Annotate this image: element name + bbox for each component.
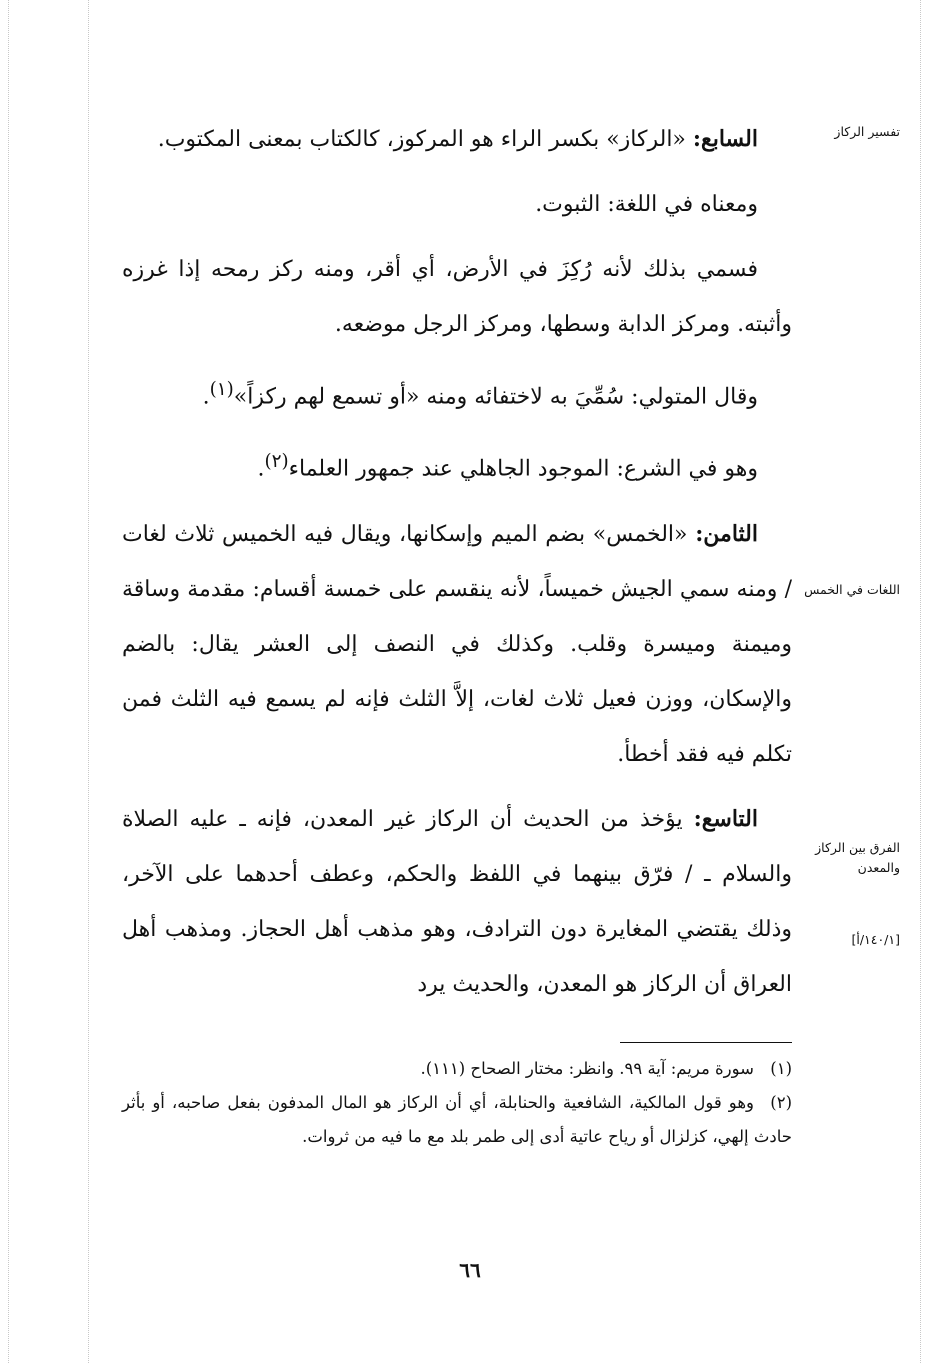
margin-note-manuscript-ref: [١٤٠/١/أ] <box>851 932 900 947</box>
footnote-2: (٢)وهو قول المالكية، الشافعية والحنابلة، أي أن الركاز هو المال المدفون بفعل صاحبه، أو بأثر حادث إلهي، كزلزال أو رياح عاتية أدى إلى طمر بلد مع ما فيه من ثروات. <box>122 1093 792 1146</box>
paragraph-linguistic-meaning: ومعناه في اللغة: الثبوت. <box>535 192 758 217</box>
paragraph-eighth: الثامن: «الخمس» بضم الميم وإسكانها، ويقال فيه الخميس ثلاث لغات / ومنه سمي الجيش خميساً، لأنه ينقسم على خمسة أقسام: مقدمة وساقة وميمنة وميسرة وقلب. وكذلك في النصف إلى العشر يقال: بالضم والإسكان، ووزن فعيل ثلاث لغات، إلاَّ الثلث فإنه لم يسمع فيه الثلث فمن تكلم فيه فقد أخطأ. <box>122 520 792 767</box>
paragraph-mutawalli: وقال المتولي: سُمِّيَ به لاختفائه ومنه «أو تسمع لهم ركزاً»$^{(١)}$. <box>202 379 758 410</box>
paragraph-ninth: التاسع: يؤخذ من الحديث أن الركاز غير المعدن، فإنه ـ عليه الصلاة والسلام ـ / فرّق بينهما في اللفظ والحكم، وعطف أحدهما على الآخر، وذلك يقتضي المغايرة دون الترادف، وهو مذهب أهل الحجاز. ومذهب أهل العراق أن الركاز هو المعدن، والحديث يرد <box>122 805 792 997</box>
footnote-ref-1: (١) <box>209 379 234 400</box>
footnote-separator <box>620 1042 792 1043</box>
paragraph-naming-reason: فسمي بذلك لأنه رُكِزَ في الأرض، أي أقر، ومنه ركز رمحه إذا غرزه وأثبته. ومركز الدابة وسطها، ومركز الرجل موضعه. <box>122 257 792 337</box>
footnote-1: (١)سورة مريم: آية ٩٩. وانظر: مختار الصحاح (١١١). <box>420 1059 792 1078</box>
paragraph-seventh: السابع: «الركاز» بكسر الراء هو المركوز، كالكتاب بمعنى المكتوب. <box>157 126 758 152</box>
paragraph-sharia-meaning: وهو في الشرع: الموجود الجاهلي عند جمهور العلماء$^{(٢)}$. <box>257 451 758 482</box>
scan-guide-line <box>8 0 9 1363</box>
margin-note-rikaz-definition: تفسير الركاز <box>834 124 900 139</box>
scan-guide-line <box>920 0 921 1363</box>
margin-note-rikaz-vs-madin: الفرق بين الركاز والمعدن <box>815 840 900 875</box>
page-number: ٦٦ <box>459 1258 481 1282</box>
scan-guide-line <box>88 0 89 1363</box>
margin-note-khums-languages: اللغات في الخمس <box>804 582 900 597</box>
footnotes <box>122 1052 792 1154</box>
footnote-ref-2: (٢) <box>264 451 289 473</box>
main-text <box>122 112 792 1022</box>
